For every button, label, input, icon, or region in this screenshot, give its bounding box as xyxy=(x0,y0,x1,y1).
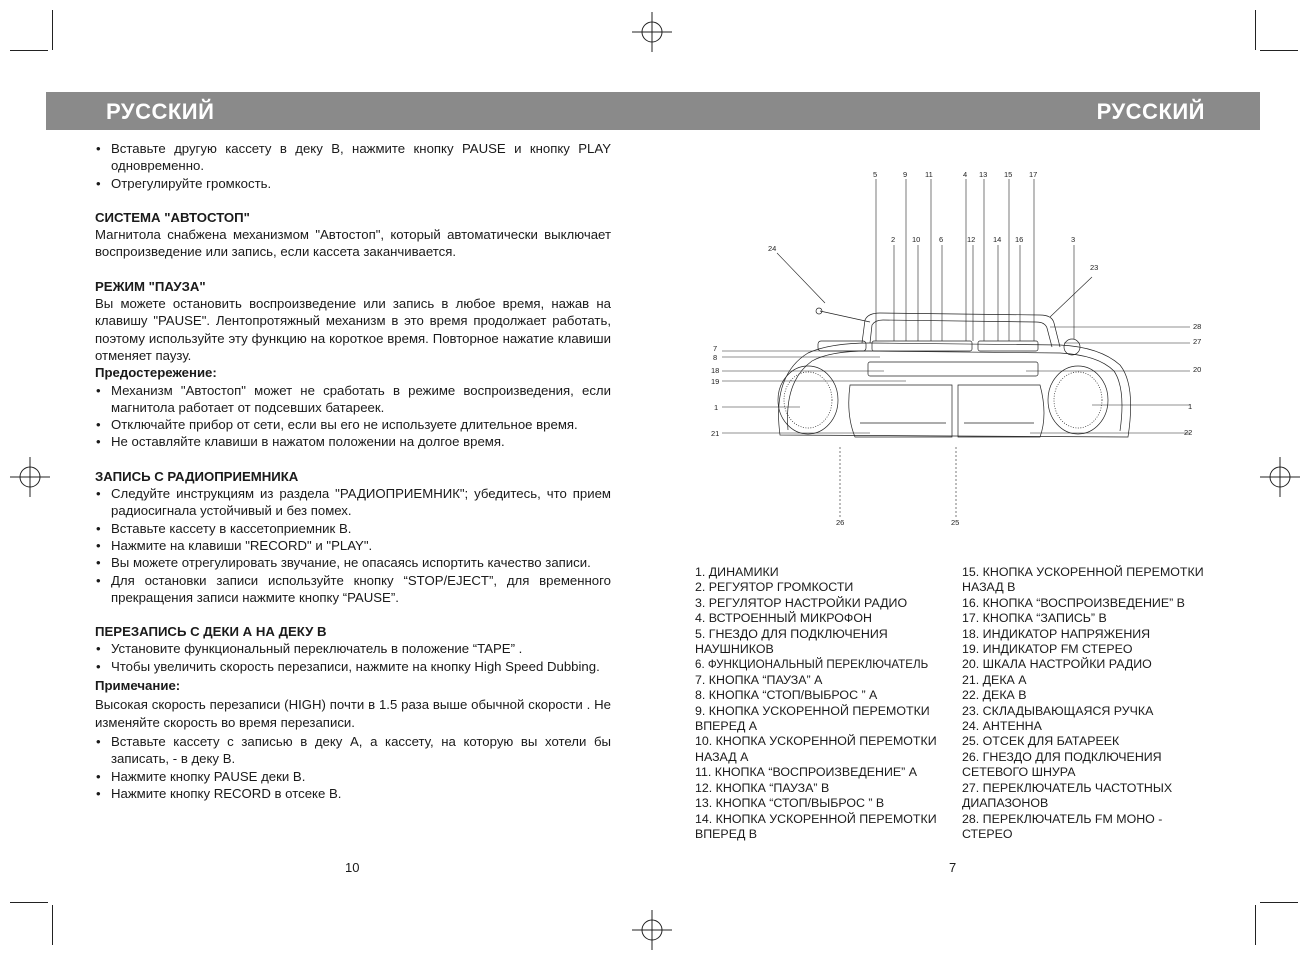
dubbing-list xyxy=(95,640,611,675)
callout-label: 1 xyxy=(714,403,719,412)
legend-item: 23. СКЛАДЫВАЮЩАЯСЯ РУЧКА xyxy=(962,703,1154,718)
crop-mark xyxy=(1255,905,1256,945)
dubbing-list-2 xyxy=(95,733,611,802)
legend-item: НАЗАД А xyxy=(695,749,749,764)
legend-item: НАУШНИКОВ xyxy=(695,642,774,657)
legend-item: 6. ФУНКЦИОНАЛЬНЫЙ ПЕРЕКЛЮЧАТЕЛЬ xyxy=(695,658,929,672)
callout-label: 9 xyxy=(903,170,908,179)
legend-item: ВПЕРЕД В xyxy=(695,826,758,841)
callout-label: 24 xyxy=(768,244,777,253)
callout-label: 21 xyxy=(711,429,720,438)
handle xyxy=(862,313,1060,347)
legend-item: СЕТЕВОГО ШНУРА xyxy=(962,765,1076,780)
legend-item: 7. КНОПКА “ПАУЗА” А xyxy=(695,672,823,687)
callout-label: 12 xyxy=(967,235,976,244)
caution-list xyxy=(95,382,611,451)
callout-label: 6 xyxy=(939,235,944,244)
callout-label: 2 xyxy=(891,235,896,244)
callout-label: 15 xyxy=(1004,170,1013,179)
tuning-dial xyxy=(868,362,1038,376)
registration-mark-right xyxy=(1258,455,1302,499)
radio-record-list xyxy=(95,485,611,606)
crop-mark xyxy=(52,10,53,50)
crop-mark xyxy=(52,905,53,945)
callout-label: 18 xyxy=(711,366,720,375)
note-heading: Примечание: xyxy=(95,678,181,694)
list-item: • Для остановки записи используйте кнопку “STOP/EJECT”, для временного прекращения записи нажмите кнопку “PAUSE”. xyxy=(95,572,611,607)
autostop-heading: СИСТЕМА "АВТОСТОП" xyxy=(95,209,250,225)
legend-item: 24. АНТЕННА xyxy=(962,719,1042,734)
callout-label: 20 xyxy=(1193,365,1202,374)
legend-column-2 xyxy=(962,565,1224,842)
deck-b xyxy=(958,385,1044,437)
callout-label: 19 xyxy=(711,377,720,386)
crop-mark xyxy=(1260,50,1298,51)
header-title-right: РУССКИЙ xyxy=(1096,99,1205,124)
legend-item: 2. РЕГУЯТОР ГРОМКОСТИ xyxy=(695,580,854,595)
note-text: Высокая скорость перезаписи (HIGH) почти в 1.5 раза выше обычной скорости . Не изменяйте скорость во время перезаписи. xyxy=(95,697,611,730)
dubbing-heading: ПЕРЕЗАПИСЬ С ДЕКИ А НА ДЕКУ В xyxy=(95,624,327,640)
callout-label: 14 xyxy=(993,235,1002,244)
registration-mark-bottom xyxy=(630,908,674,952)
legend-item: 17. КНОПКА “ЗАПИСЬ” В xyxy=(962,611,1107,626)
page-number-left: 10 xyxy=(345,860,360,875)
list-item: • Не оставляйте клавиши в нажатом положении на долгое время. xyxy=(95,433,611,450)
legend-item: 20. ШКАЛА НАСТРОЙКИ РАДИО xyxy=(962,657,1152,672)
antenna-rod xyxy=(820,311,870,322)
legend-item: 11. КНОПКА “ВОСПРОИЗВЕДЕНИЕ” А xyxy=(695,765,918,780)
header-title-left: РУССКИЙ xyxy=(106,99,215,124)
callout-label: 23 xyxy=(1090,263,1099,272)
crop-mark xyxy=(10,902,48,903)
list-item: • Нажмите кнопку RECORD в отсеке В. xyxy=(95,785,611,802)
callout-label: 28 xyxy=(1193,322,1202,331)
button-row-a xyxy=(872,341,972,351)
pause-text: Вы можете остановить воспроизведение или запись в любое время, нажав на клавишу "PAUSE". Лентопротяжный механизм в это время продолжает работать, поэтому используйте эту функцию на короткое время. Повторное нажатие клавиши отменяет паузу. xyxy=(95,296,611,363)
pause-heading: РЕЖИМ "ПАУЗА" xyxy=(95,278,206,294)
radio-cassette-diagram xyxy=(700,165,1220,535)
callout-label: 13 xyxy=(979,170,988,179)
list-item: • Отключайте прибор от сети, если вы его не используете длительное время. xyxy=(95,416,611,433)
list-item: • Нажмите на клавиши "RECORD" и "PLAY". xyxy=(95,537,611,554)
legend-item: ДИАПАЗОНОВ xyxy=(962,796,1049,811)
callout-label: 7 xyxy=(713,344,718,353)
legend-column-1 xyxy=(695,565,957,842)
button-row-b xyxy=(978,341,1038,351)
callout-label: 4 xyxy=(963,170,968,179)
callout-label: 3 xyxy=(1071,235,1076,244)
autostop-text: Магнитола снабжена механизмом "Автостоп", который автоматически выключает воспроизведение или запись, если кассета заканчивается. xyxy=(95,227,611,260)
legend-item: 19. ИНДИКАТОР FM СТЕРЕО xyxy=(962,642,1133,657)
list-item: • Чтобы увеличить скорость перезаписи, нажмите на кнопку High Speed Dubbing. xyxy=(95,658,611,675)
legend-item: ВПЕРЕД А xyxy=(695,719,758,734)
crop-mark xyxy=(10,50,48,51)
callout-label: 5 xyxy=(873,170,878,179)
legend-item: НАЗАД В xyxy=(962,580,1016,595)
list-item: • Механизм "Автостоп" может не сработать в режиме воспроизведения, если магнитола работает от подсевших батареек. xyxy=(95,382,611,417)
callout-label: 27 xyxy=(1193,337,1202,346)
legend-item: 12. КНОПКА “ПАУЗА” В xyxy=(695,780,830,795)
speaker-left xyxy=(778,366,838,434)
legend-item: 16. КНОПКА “ВОСПРОИЗВЕДЕНИЕ” В xyxy=(962,595,1185,610)
callout-label: 16 xyxy=(1015,235,1024,244)
radio-record-heading: ЗАПИСЬ С РАДИОПРИЕМНИКА xyxy=(95,468,299,484)
callout-label: 25 xyxy=(951,518,960,527)
registration-mark-left xyxy=(8,455,52,499)
speaker-right xyxy=(1048,366,1108,434)
callout-label: 22 xyxy=(1184,428,1193,437)
list-item: • Вставьте кассету в кассетоприемник В. xyxy=(95,520,611,537)
list-item: • Вставьте другую кассету в деку В, нажмите кнопку PAUSE и кнопку PLAY одновременно. xyxy=(95,140,611,175)
left-column xyxy=(95,140,611,802)
list-item: • Нажмите кнопку PAUSE деки В. xyxy=(95,768,611,785)
page-number-right: 7 xyxy=(949,860,957,875)
legend-item: 25. ОТСЕК ДЛЯ БАТАРЕЕК xyxy=(962,734,1120,749)
legend-item: 4. ВСТРОЕННЫЙ МИКРОФОН xyxy=(695,611,872,626)
list-item: • Вы можете отрегулировать звучание, не опасаясь испортить качество записи. xyxy=(95,554,611,571)
callout-label: 10 xyxy=(912,235,921,244)
callout-label: 1 xyxy=(1188,402,1193,411)
legend-item: 26. ГНЕЗДО ДЛЯ ПОДКЛЮЧЕНИЯ xyxy=(962,749,1162,764)
legend-item: 27. ПЕРЕКЛЮЧАТЕЛЬ ЧАСТОТНЫХ xyxy=(962,780,1173,795)
registration-mark-top xyxy=(630,10,674,54)
legend-item: 18. ИНДИКАТОР НАПРЯЖЕНИЯ xyxy=(962,626,1151,641)
header-bar xyxy=(46,92,1260,130)
legend-item: 13. КНОПКА “СТОП/ВЫБРОС ” В xyxy=(695,796,885,811)
legend-item: 28. ПЕРЕКЛЮЧАТЕЛЬ FM МОНО - xyxy=(962,811,1163,826)
intro-list xyxy=(95,140,611,192)
list-item: • Установите функциональный переключатель в положение “TAPE” . xyxy=(95,640,611,657)
list-item: • Отрегулируйте громкость. xyxy=(95,175,611,192)
legend-item: 14. КНОПКА УСКОРЕННОЙ ПЕРЕМОТКИ xyxy=(695,811,937,826)
deck-a xyxy=(849,385,952,437)
callout-label: 26 xyxy=(836,518,845,527)
crop-mark xyxy=(1255,10,1256,50)
legend-item: 8. КНОПКА “СТОП/ВЫБРОС ” А xyxy=(695,688,878,703)
legend-item: 5. ГНЕЗДО ДЛЯ ПОДКЛЮЧЕНИЯ xyxy=(695,626,888,641)
legend-item: 1. ДИНАМИКИ xyxy=(695,565,779,579)
callout-label: 8 xyxy=(713,353,718,362)
legend-item: 10. КНОПКА УСКОРЕННОЙ ПЕРЕМОТКИ xyxy=(695,734,937,749)
legend-item: 21. ДЕКА А xyxy=(962,672,1027,687)
callout-label: 17 xyxy=(1029,170,1038,179)
legend-item: 15. КНОПКА УСКОРЕННОЙ ПЕРЕМОТКИ xyxy=(962,565,1204,579)
crop-mark xyxy=(1260,902,1298,903)
legend-item: СТЕРЕО xyxy=(962,826,1013,841)
legend-item: 3. РЕГУЛЯТОР НАСТРОЙКИ РАДИО xyxy=(695,595,908,610)
caution-heading: Предостережение: xyxy=(95,365,217,381)
list-item: • Следуйте инструкциям из раздела "РАДИОПРИЕМНИК"; убедитесь, что прием радиосигнала устойчивый и без помех. xyxy=(95,485,611,520)
list-item: • Вставьте кассету с записью в деку А, а кассету, на которую вы хотели бы записать, - в деку В. xyxy=(95,733,611,768)
legend-item: 22. ДЕКА В xyxy=(962,688,1027,703)
callout-label: 11 xyxy=(925,170,933,179)
legend-item: 9. КНОПКА УСКОРЕННОЙ ПЕРЕМОТКИ xyxy=(695,703,930,718)
